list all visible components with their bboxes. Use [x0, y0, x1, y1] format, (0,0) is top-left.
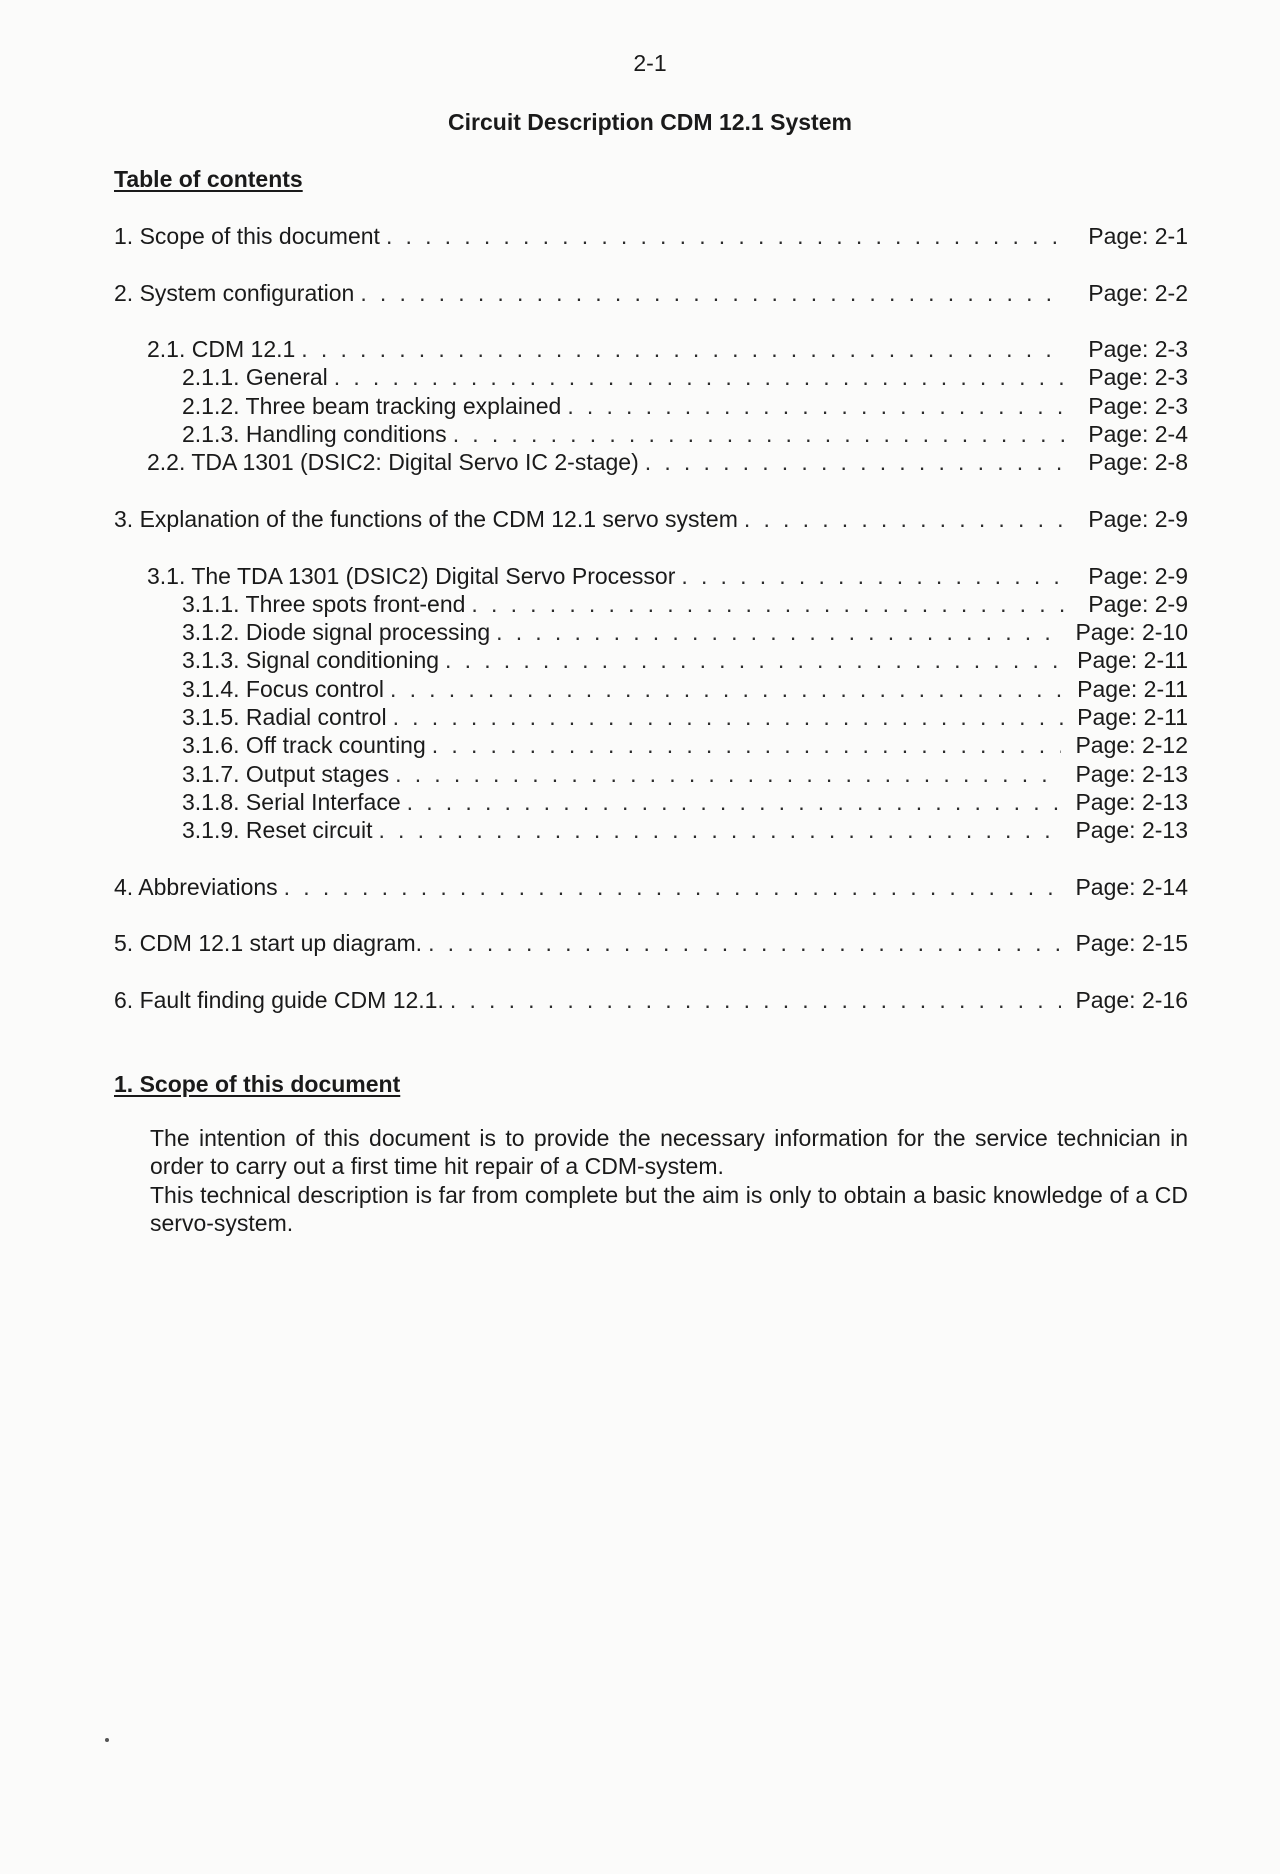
toc-entry-label: 3.1.9. Reset circuit [182, 817, 373, 844]
toc-entry-label: 5. CDM 12.1 start up diagram. [114, 930, 423, 957]
toc-entry [114, 788, 1188, 816]
toc-entry-label: 2.1.3. Handling conditions [182, 421, 447, 448]
toc-entry-page: Page: 2-11 [1077, 675, 1188, 702]
toc-entry-page: Page: 2-3 [1088, 364, 1188, 391]
toc-entry [114, 562, 1188, 590]
body-paragraph: The intention of this document is to provide the necessary information for the service technician in order to carry out a first time hit repair of a CDM-system. [150, 1125, 1188, 1180]
toc-dot-leader [360, 279, 1066, 307]
toc-entry-page: Page: 2-4 [1088, 421, 1188, 448]
toc-dot-leader [407, 788, 1062, 816]
toc-entry-page: Page: 2-9 [1088, 562, 1188, 589]
toc-entry-page: Page: 2-14 [1075, 873, 1188, 900]
toc-entry [114, 590, 1188, 618]
toc-entry [114, 873, 1188, 901]
toc-dot-leader [681, 562, 1066, 590]
toc-entry-label: 6. Fault finding guide CDM 12.1. [114, 987, 444, 1014]
toc-entry [114, 646, 1188, 674]
toc-entry [114, 420, 1188, 448]
toc-entry-page: Page: 2-12 [1075, 732, 1188, 759]
toc-entry-page: Page: 2-16 [1075, 987, 1188, 1014]
toc-entry [114, 618, 1188, 646]
toc-entry-label: 3. Explanation of the functions of the CDM 12.1 servo system [114, 505, 738, 532]
toc-entry-label: 2.1. CDM 12.1 [147, 336, 296, 363]
toc-entry [114, 279, 1188, 307]
toc-dot-leader [393, 703, 1064, 731]
toc-entry-page: Page: 2-1 [1088, 223, 1188, 249]
toc-entry-page: Page: 2-15 [1075, 930, 1188, 957]
table-of-contents [114, 222, 1188, 1014]
toc-dot-leader [744, 505, 1066, 533]
toc-entry-label: 3.1.5. Radial control [182, 704, 387, 731]
toc-entry [114, 675, 1188, 703]
toc-entry [114, 222, 1188, 250]
section-heading-scope: 1. Scope of this document [114, 1071, 401, 1097]
toc-entry-page: Page: 2-11 [1077, 647, 1188, 674]
toc-dot-leader [471, 590, 1066, 618]
toc-dot-leader [496, 618, 1061, 646]
toc-dot-leader [301, 335, 1066, 363]
document-title: Circuit Description CDM 12.1 System [448, 109, 852, 135]
toc-entry [114, 448, 1188, 476]
toc-entry-page: Page: 2-2 [1088, 279, 1188, 306]
toc-dot-leader [445, 646, 1063, 674]
toc-entry-label: 3.1.1. Three spots front-end [182, 590, 466, 617]
section-body-scope [150, 1124, 1188, 1237]
toc-entry-page: Page: 2-13 [1075, 788, 1188, 815]
toc-dot-leader [386, 222, 1066, 250]
toc-entry-page: Page: 2-13 [1075, 760, 1188, 787]
toc-heading: Table of contents [114, 166, 303, 192]
toc-entry-label: 3.1.8. Serial Interface [182, 788, 401, 815]
toc-entry-label: 1. Scope of this document [114, 223, 380, 249]
toc-entry-label: 4. Abbreviations [114, 873, 278, 900]
toc-dot-leader [428, 929, 1061, 957]
toc-entry-label: 3.1.7. Output stages [182, 760, 390, 787]
toc-dot-leader [453, 420, 1066, 448]
body-paragraph: This technical description is far from complete but the aim is only to obtain a basic knowledge of a CD servo-system. [150, 1181, 1188, 1236]
toc-entry [114, 363, 1188, 391]
toc-entry [114, 816, 1188, 844]
page-number: 2-1 [633, 50, 667, 76]
toc-entry [114, 703, 1188, 731]
toc-entry-page: Page: 2-3 [1088, 392, 1188, 419]
toc-entry-label: 3.1.6. Off track counting [182, 732, 426, 759]
toc-entry [114, 731, 1188, 759]
toc-dot-leader [645, 448, 1066, 476]
toc-entry [114, 392, 1188, 420]
toc-dot-leader [334, 363, 1066, 391]
toc-entry-label: 2.1.1. General [182, 364, 328, 391]
toc-dot-leader [450, 986, 1062, 1014]
toc-entry [114, 929, 1188, 957]
toc-entry-label: 3.1.3. Signal conditioning [182, 647, 440, 674]
toc-entry-label: 2.1.2. Three beam tracking explained [182, 392, 562, 419]
toc-entry-label: 3.1. The TDA 1301 (DSIC2) Digital Servo Processor [147, 562, 676, 589]
toc-dot-leader [567, 392, 1066, 420]
toc-entry [114, 760, 1188, 788]
toc-entry [114, 505, 1188, 533]
toc-entry-label: 3.1.2. Diode signal processing [182, 619, 491, 646]
toc-entry-page: Page: 2-9 [1088, 505, 1188, 532]
toc-entry [114, 335, 1188, 363]
toc-dot-leader [395, 760, 1061, 788]
toc-dot-leader [432, 731, 1062, 759]
toc-entry [114, 986, 1188, 1014]
toc-entry-label: 2. System configuration [114, 279, 355, 306]
toc-dot-leader [284, 873, 1062, 901]
toc-dot-leader [390, 675, 1063, 703]
toc-entry-page: Page: 2-13 [1075, 817, 1188, 844]
toc-entry-page: Page: 2-9 [1088, 590, 1188, 617]
toc-entry-label: 2.2. TDA 1301 (DSIC2: Digital Servo IC 2-stage) [147, 449, 639, 476]
toc-entry-label: 3.1.4. Focus control [182, 675, 384, 702]
toc-entry-page: Page: 2-8 [1088, 449, 1188, 476]
toc-dot-leader [378, 816, 1061, 844]
toc-entry-page: Page: 2-11 [1077, 704, 1188, 731]
scan-speck-mark [105, 1738, 109, 1742]
toc-entry-page: Page: 2-10 [1075, 619, 1188, 646]
toc-entry-page: Page: 2-3 [1088, 336, 1188, 363]
